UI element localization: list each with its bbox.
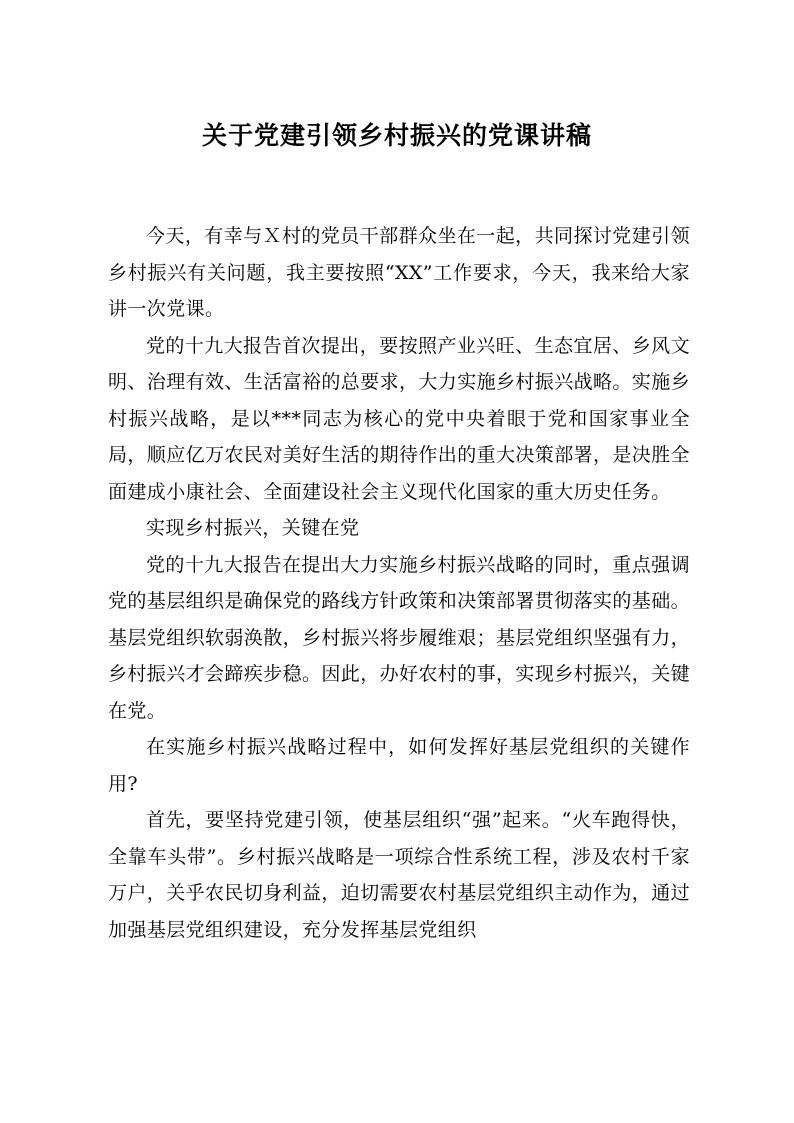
- document-title: 关于党建引领乡村振兴的党课讲稿: [201, 121, 592, 150]
- paragraph-strategy: 党的十九大报告首次提出，要按照产业兴旺、生态宜居、乡风文明、治理有效、生活富裕的总要求，大力实施乡村振兴战略。实施乡村振兴战略，是以***同志为核心的党中央着眼于党和国家事业全局，顺应亿万农民对美好生活的期待作出的重大决策部署，是决胜全面建成小康社会、全面建设社会主义现代化国家的重大历史任务。: [108, 334, 691, 503]
- section-heading-key-in-party: 实现乡村振兴，关键在党: [146, 517, 360, 539]
- paragraph-question: 在实施乡村振兴战略过程中，如何发挥好基层党组织的关键作用?: [108, 736, 690, 795]
- document-body: [108, 218, 690, 948]
- paragraph-first-point: 首先，要坚持党建引领，使基层组织“强”起来。“火车跑得快，全靠车头带”。乡村振兴战略是一项综合性系统工程，涉及农村千家万户，关乎农民切身利益，迫切需要农村基层党组织主动作为，通过加强基层党组织建设，充分发挥基层党组织: [108, 809, 691, 941]
- paragraph-intro: 今天，有幸与Ｘ村的党员干部群众坐在一起，共同探讨党建引领乡村振兴有关问题，我主要按照“XX”工作要求，今天，我来给大家讲一次党课。: [108, 225, 690, 320]
- paragraph-grassroots: 党的十九大报告在提出大力实施乡村振兴战略的同时，重点强调党的基层组织是确保党的路线方针政策和决策部署贯彻落实的基础。基层党组织软弱涣散，乡村振兴将步履维艰；基层党组织坚强有力，乡村振兴才会蹄疾步稳。因此，办好农村的事，实现乡村振兴，关键在党。: [108, 553, 691, 722]
